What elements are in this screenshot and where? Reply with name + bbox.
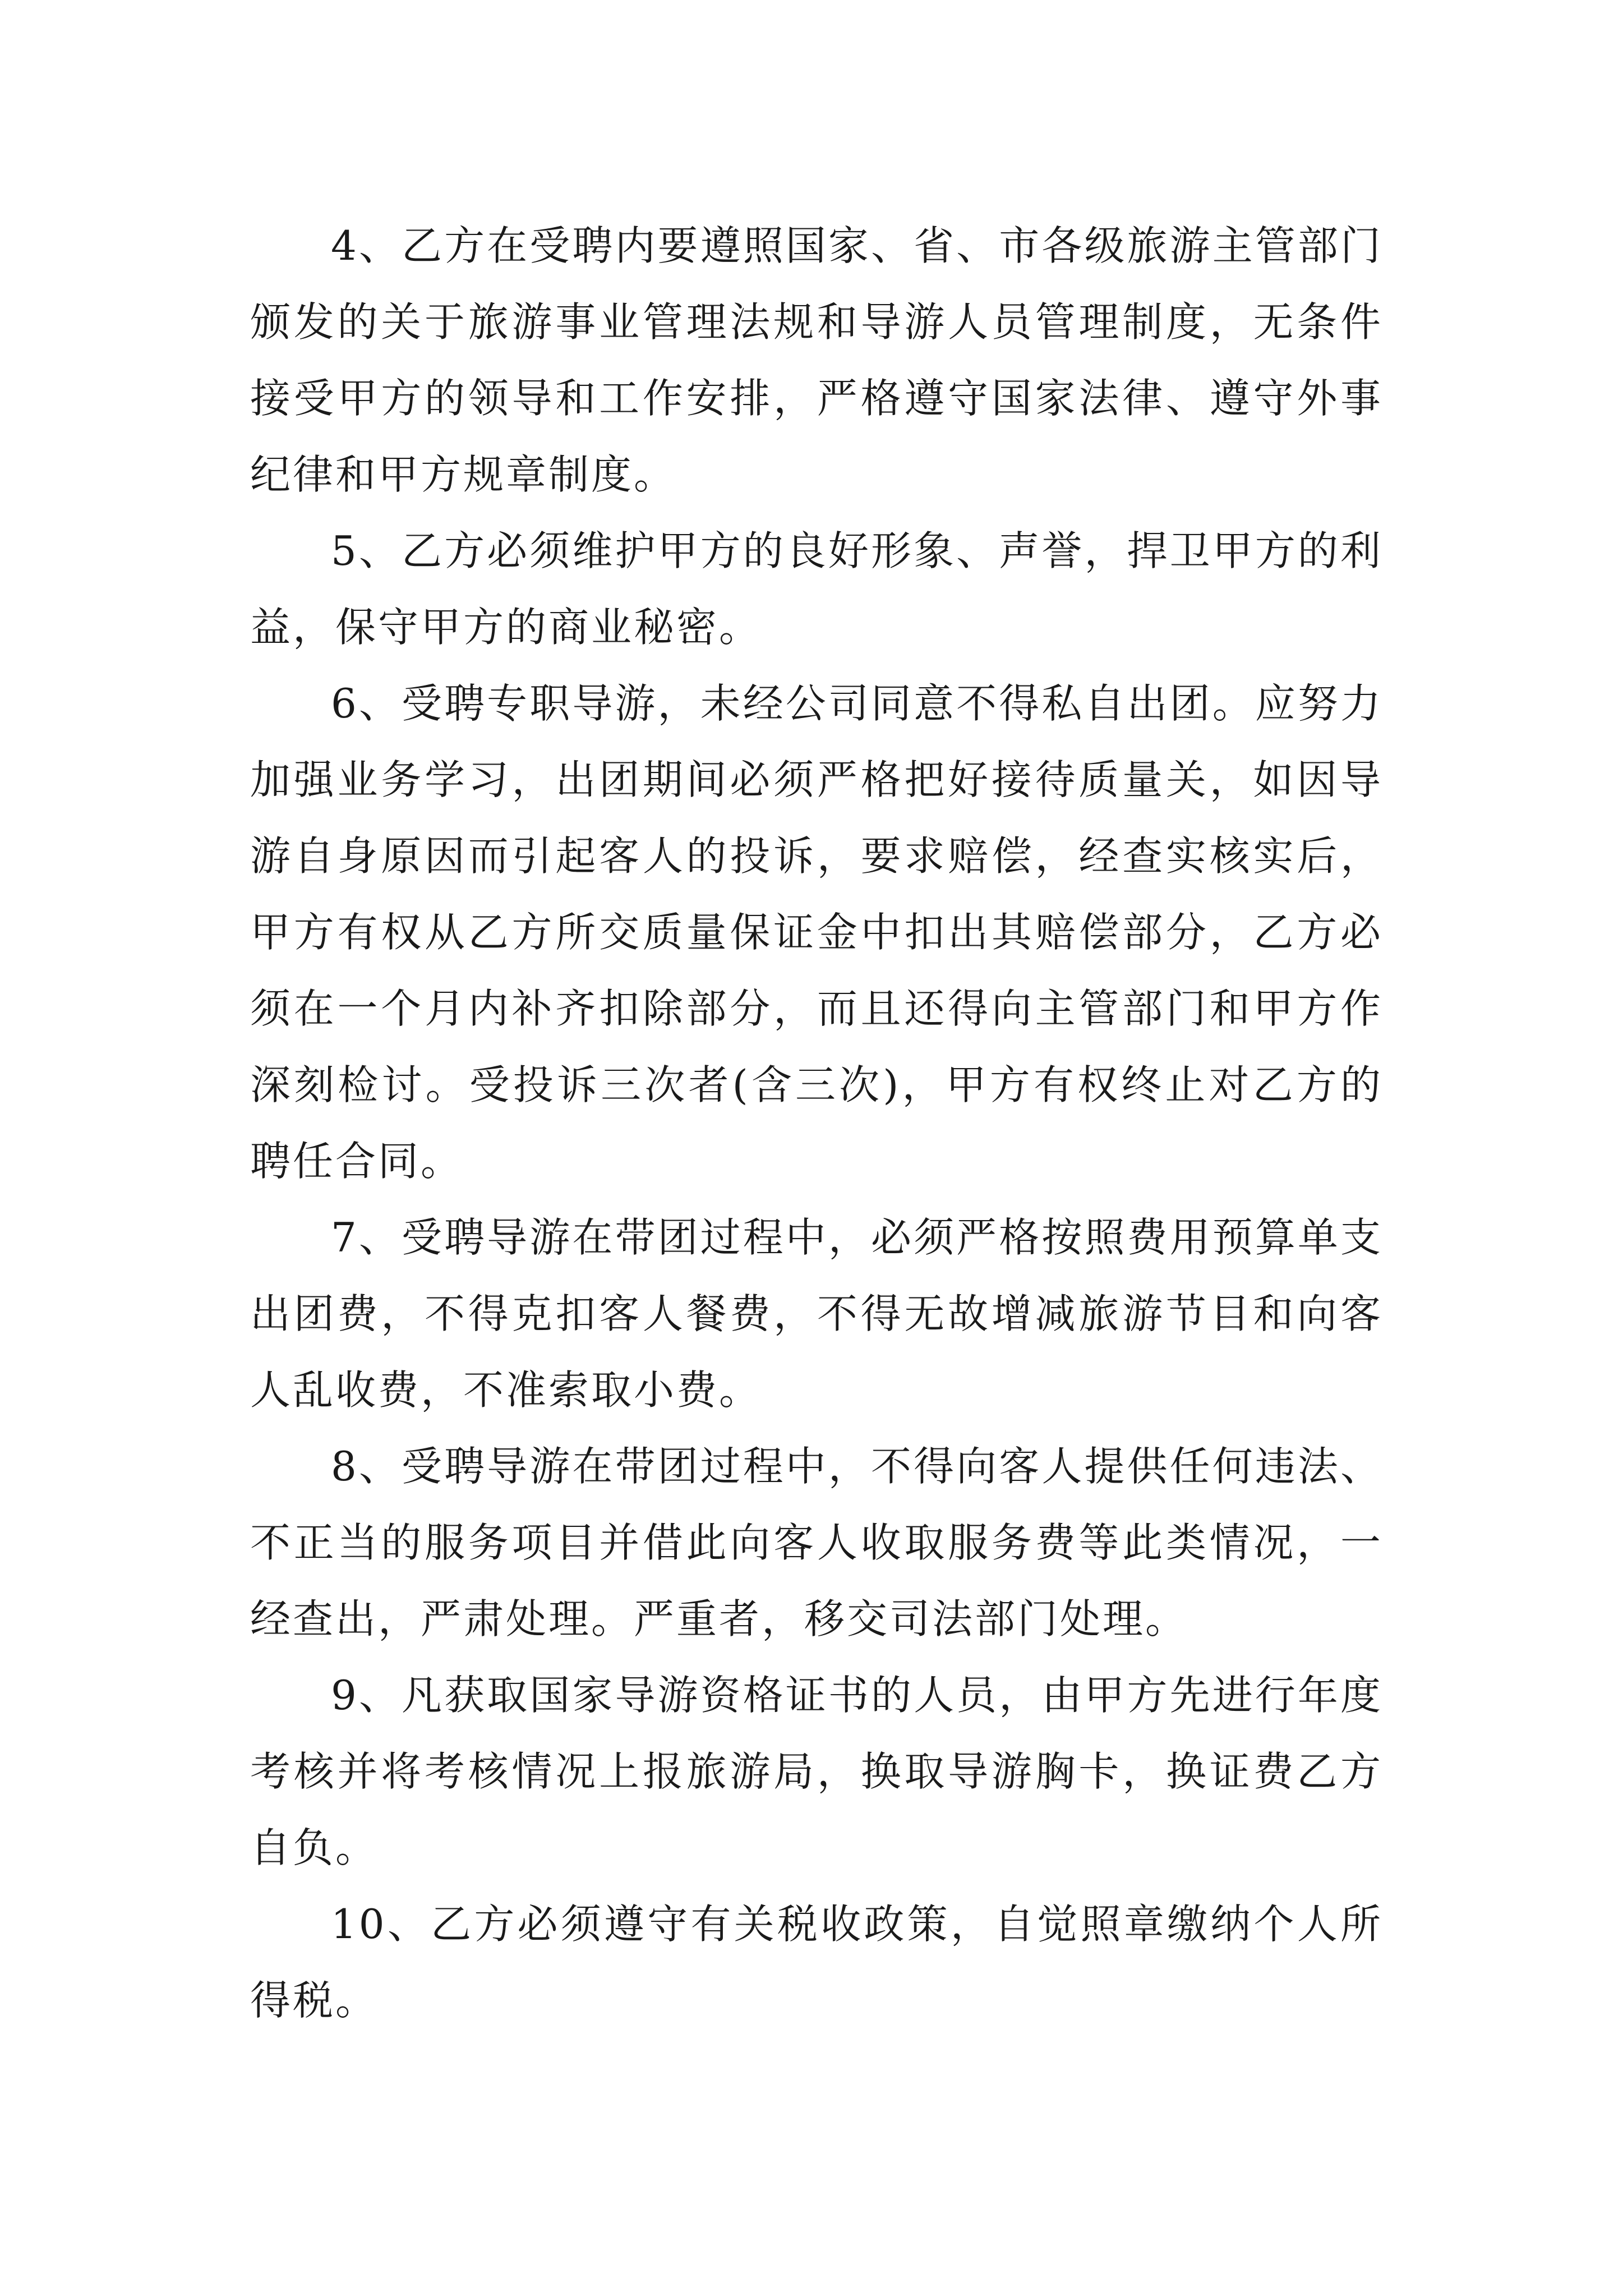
clause-5: 5、乙方必须维护甲方的良好形象、声誉，捍卫甲方的利益，保守甲方的商业秘密。: [250, 527, 1383, 651]
clause-6: 6、受聘专职导游，未经公司同意不得私自出团。应努力加强业务学习，出团期间必须严格把好接待质量关，如因导游自身原因而引起客人的投诉，要求赔偿，经查实核实后，甲方有权从乙方所交质量保证金中扣出其赔偿部分，乙方必须在一个月内补齐扣除部分，而且还得向主管部门和甲方作深刻检讨。受投诉三次者(含三次)，甲方有权终止对乙方的聘任合同。: [250, 680, 1383, 1185]
clause-7: 7、受聘导游在带团过程中，必须严格按照费用预算单支出团费，不得克扣客人餐费，不得无故增减旅游节目和向客人乱收费，不准索取小费。: [250, 1214, 1383, 1414]
clause-4: 4、乙方在受聘内要遵照国家、省、市各级旅游主管部门颁发的关于旅游事业管理法规和导游人员管理制度，无条件接受甲方的领导和工作安排，严格遵守国家法律、遵守外事纪律和甲方规章制度。: [250, 222, 1383, 498]
clause-8: 8、受聘导游在带团过程中，不得向客人提供任何违法、不正当的服务项目并借此向客人收取服务费等此类情况，一经查出，严肃处理。严重者，移交司法部门处理。: [250, 1443, 1383, 1642]
clause-9: 9、凡获取国家导游资格证书的人员，由甲方先进行年度考核并将考核情况上报旅游局，换取导游胸卡，换证费乙方自负。: [250, 1672, 1383, 1871]
clause-10: 10、乙方必须遵守有关税收政策，自觉照章缴纳个人所得税。: [250, 1901, 1383, 2024]
document-body: [250, 208, 1383, 2039]
